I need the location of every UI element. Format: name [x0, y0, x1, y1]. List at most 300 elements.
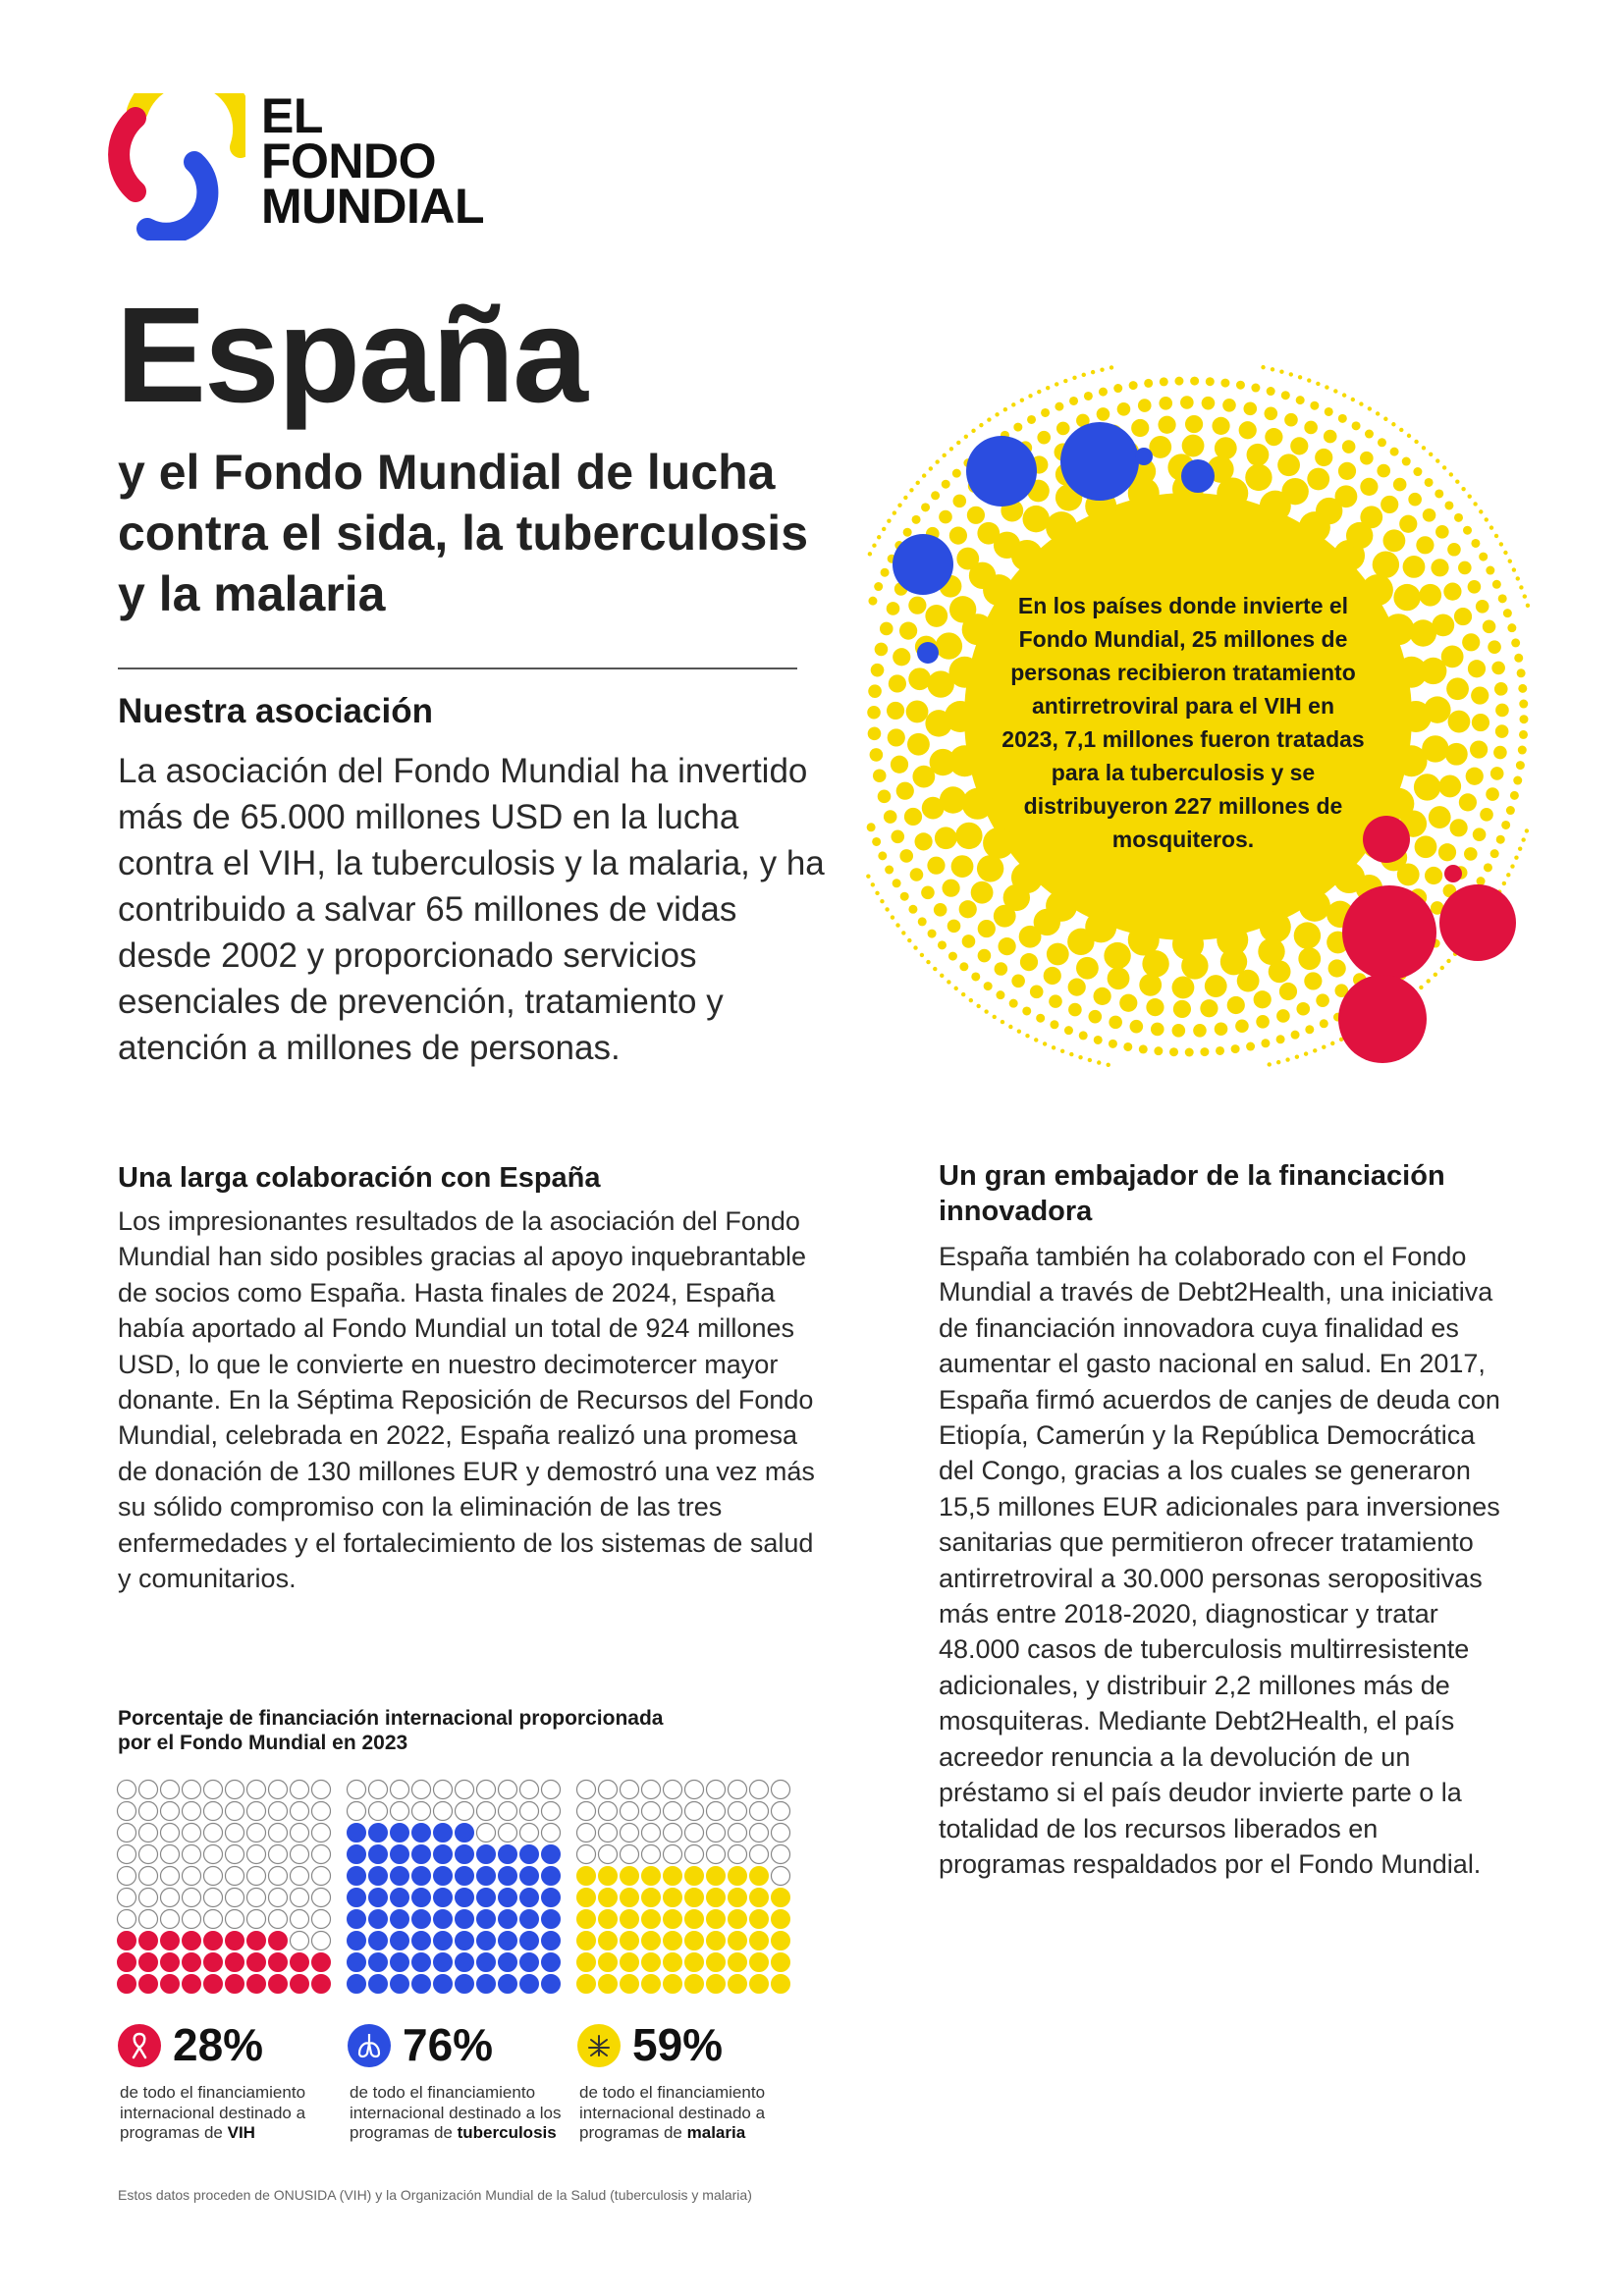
waffle-dot: [226, 1867, 244, 1886]
decor-dot: [922, 797, 945, 820]
waffle-dot: [577, 1845, 596, 1864]
decor-dot: [875, 891, 879, 895]
waffle-dot: [707, 1910, 726, 1929]
decor-dot: [893, 510, 896, 514]
decor-dot: [1479, 509, 1483, 513]
decor-dot: [1110, 365, 1113, 369]
decor-dot: [942, 880, 959, 897]
waffle-dot: [412, 1845, 431, 1864]
decor-dot: [872, 837, 881, 846]
decor-dot: [1373, 551, 1399, 577]
decor-dot: [1089, 1010, 1103, 1024]
waffle-dot: [291, 1932, 309, 1950]
waffle-dot: [685, 1889, 704, 1907]
decor-dot: [1174, 377, 1183, 386]
waffle-dot: [118, 1910, 136, 1929]
waffle-dot: [183, 1781, 201, 1799]
decor-dot: [1360, 452, 1374, 465]
tb-description: de todo el financiamiento internacional destinado a los programas de tuberculosis: [350, 2083, 562, 2142]
blue-dot: [917, 642, 939, 664]
decor-dot: [1376, 411, 1380, 415]
waffle-dot: [118, 1932, 136, 1950]
decor-dot: [1496, 835, 1505, 844]
decor-dot: [938, 940, 947, 949]
decor-dot: [1514, 654, 1523, 663]
decor-dot: [1108, 967, 1130, 989]
decor-dot: [1438, 775, 1461, 798]
callout-text: En los países donde invierte el Fondo Mundial, 25 millones de personas recibieron tratamiento antirretroviral para el VIH en 2023, 7,1 millones fueron tratadas para la tuberculosis y se distribuyeron 227 millones de mosquiteros.: [1001, 593, 1365, 852]
decor-dot: [1206, 377, 1215, 386]
decor-dot: [1299, 890, 1330, 922]
decor-dot: [1173, 1000, 1191, 1018]
waffle-dot: [161, 1867, 180, 1886]
decor-dot: [1432, 614, 1454, 636]
decor-dot: [908, 667, 931, 690]
decor-dot: [1052, 1045, 1056, 1049]
innovation-heading: Un gran embajador de la financiación innovadora: [939, 1160, 1445, 1227]
waffle-dot: [161, 1889, 180, 1907]
decor-dot: [887, 702, 904, 720]
waffle-dot: [599, 1932, 618, 1950]
decor-dot: [1419, 584, 1441, 607]
waffle-dot: [247, 1975, 266, 1994]
decor-dot: [1491, 662, 1505, 675]
waffle-dot: [707, 1824, 726, 1842]
malaria-description: de todo el financiamiento internacional destinado a programas de malaria: [579, 2083, 766, 2142]
waffle-dot: [772, 1802, 790, 1821]
decor-dot: [1028, 394, 1032, 398]
decor-dot: [1435, 525, 1449, 539]
waffle-dot: [664, 1867, 682, 1886]
decor-dot: [1501, 821, 1510, 829]
waffle-dot: [269, 1932, 288, 1950]
waffle-dot: [577, 1910, 596, 1929]
waffle-dot: [391, 1932, 409, 1950]
waffle-dot: [750, 1802, 769, 1821]
waffle-dot: [118, 1889, 136, 1907]
waffle-dot: [729, 1975, 747, 1994]
waffle-dot: [642, 1953, 661, 1972]
decor-dot: [887, 602, 900, 615]
waffle-dot: [183, 1889, 201, 1907]
waffle-dot: [542, 1824, 561, 1842]
decor-dot: [1333, 389, 1337, 393]
waffle-dot: [118, 1845, 136, 1864]
decor-dot: [1067, 929, 1094, 955]
waffle-dot: [139, 1867, 158, 1886]
waffle-dot: [456, 1953, 474, 1972]
decor-dot: [1099, 388, 1108, 397]
waffle-dot: [312, 1932, 331, 1950]
decor-dot: [929, 466, 933, 470]
waffle-dot: [226, 1975, 244, 1994]
waffle-dot: [499, 1910, 517, 1929]
mosquito-icon: [577, 2024, 621, 2067]
decor-dot: [1158, 416, 1175, 434]
decor-dot: [893, 879, 901, 887]
decor-dot: [887, 518, 891, 522]
decor-dot: [1069, 397, 1078, 405]
decor-dot: [921, 885, 935, 899]
waffle-dot: [247, 1824, 266, 1842]
decor-dot: [1443, 583, 1461, 601]
decor-dot: [1444, 501, 1453, 509]
decor-dot: [880, 622, 893, 636]
waffle-dot: [750, 1845, 769, 1864]
decor-dot: [1492, 580, 1501, 589]
waffle-dot: [161, 1953, 180, 1972]
decor-dot: [877, 535, 881, 539]
decor-dot: [971, 972, 980, 981]
decor-dot: [1362, 574, 1393, 606]
waffle-dot: [412, 1975, 431, 1994]
decor-dot: [1489, 525, 1493, 529]
decor-dot: [942, 480, 950, 489]
waffle-dot: [664, 1975, 682, 1994]
decor-dot: [934, 903, 947, 917]
waffle-dot: [499, 1824, 517, 1842]
waffle-dot: [269, 1824, 288, 1842]
decor-dot: [1383, 529, 1406, 552]
decor-dot: [1265, 428, 1282, 446]
decor-dot: [1172, 1024, 1186, 1038]
decor-dot: [1476, 600, 1489, 614]
waffle-dot: [204, 1953, 223, 1972]
decor-dot: [1462, 633, 1480, 651]
decor-dot: [1235, 1019, 1249, 1033]
decor-dot: [1483, 619, 1496, 633]
blue-dot: [1060, 422, 1139, 501]
decor-dot: [1468, 495, 1472, 499]
waffle-dot: [772, 1845, 790, 1864]
waffle-dot: [707, 1781, 726, 1799]
page-title: España: [116, 280, 586, 431]
decor-dot: [1511, 638, 1520, 647]
decor-dot: [947, 980, 950, 984]
decor-dot: [1246, 1042, 1255, 1051]
waffle-dot: [750, 1910, 769, 1929]
waffle-dot: [729, 1889, 747, 1907]
decor-dot: [1316, 382, 1320, 386]
waffle-dot: [226, 1781, 244, 1799]
waffle-dot: [542, 1889, 561, 1907]
decor-dot: [1414, 440, 1418, 444]
decor-dot: [1185, 415, 1203, 433]
decor-dot: [948, 952, 957, 961]
waffle-dot: [685, 1802, 704, 1821]
decor-dot: [1113, 384, 1122, 393]
decor-dot: [1352, 421, 1361, 430]
decor-dot: [1181, 952, 1208, 979]
waffle-dot: [477, 1867, 496, 1886]
lungs-icon: [348, 2024, 391, 2067]
decor-dot: [1513, 776, 1522, 785]
decor-dot: [1490, 849, 1499, 858]
collaboration-heading: Una larga colaboración con España: [118, 1162, 601, 1194]
waffle-dot: [642, 1932, 661, 1950]
decor-dot: [1138, 399, 1152, 412]
decor-dot: [1422, 735, 1448, 762]
decor-dot: [1448, 711, 1471, 733]
decor-dot: [1094, 1036, 1103, 1044]
waffle-dot: [312, 1824, 331, 1842]
decor-dot: [1193, 1024, 1207, 1038]
decor-dot: [899, 622, 917, 640]
decor-dot: [891, 915, 894, 919]
decor-dot: [1431, 559, 1448, 576]
decor-dot: [1017, 1030, 1021, 1034]
decor-dot: [1256, 1015, 1270, 1029]
decor-dot: [1328, 959, 1346, 977]
waffle-dot: [750, 1824, 769, 1842]
waffle-dot: [183, 1824, 201, 1842]
waffle-dot: [642, 1867, 661, 1886]
decor-dot: [914, 832, 932, 850]
decor-dot: [1205, 975, 1227, 997]
decor-dot: [1325, 385, 1328, 389]
decor-dot: [1472, 714, 1489, 731]
decor-dot: [1445, 743, 1468, 766]
waffle-dot: [577, 1781, 596, 1799]
waffle-dot: [412, 1802, 431, 1821]
decor-dot: [1011, 974, 1025, 988]
decor-dot: [967, 507, 985, 524]
waffle-dot: [621, 1932, 639, 1950]
decor-dot: [976, 1004, 980, 1008]
blue-dot: [1181, 459, 1215, 493]
decor-dot: [878, 790, 892, 804]
waffle-dot: [247, 1802, 266, 1821]
waffle-dot: [520, 1889, 539, 1907]
decor-dot: [987, 417, 991, 421]
decor-dot: [1425, 478, 1434, 487]
decor-dot: [1072, 376, 1076, 380]
waffle-dot: [161, 1932, 180, 1950]
hiv-ribbon-icon: [118, 2024, 161, 2067]
decor-dot: [1001, 1020, 1004, 1024]
waffle-dot: [664, 1953, 682, 1972]
malaria-percent: 59%: [632, 2019, 724, 2070]
waffle-dot: [729, 1781, 747, 1799]
decor-dot: [1307, 378, 1311, 382]
waffle-dot: [664, 1845, 682, 1864]
decor-dot: [925, 605, 947, 627]
waffle-dot: [456, 1845, 474, 1864]
decor-dot: [1269, 960, 1291, 983]
waffle-dot: [348, 1975, 366, 1994]
decor-dot: [880, 899, 884, 903]
decor-dot: [1034, 1038, 1038, 1041]
decor-dot: [1097, 407, 1110, 421]
decor-dot: [1471, 539, 1480, 548]
waffle-dot: [456, 1910, 474, 1929]
waffle-dot: [664, 1889, 682, 1907]
waffle-dot: [348, 1932, 366, 1950]
decor-dot: [1109, 1040, 1117, 1048]
waffle-dot: [599, 1953, 618, 1972]
decor-dot: [1470, 740, 1488, 758]
decor-dot: [1402, 457, 1411, 466]
waffle-dot: [391, 1867, 409, 1886]
decor-dot: [1519, 700, 1528, 709]
decor-dot: [1414, 774, 1440, 800]
decor-dot: [1305, 1025, 1314, 1034]
waffle-dot: [412, 1781, 431, 1799]
decor-dot: [1215, 437, 1237, 459]
waffle-dot: [269, 1867, 288, 1886]
decor-dot: [1041, 408, 1050, 417]
decor-dot: [1295, 1055, 1299, 1059]
waffle-dot: [139, 1910, 158, 1929]
decor-dot: [940, 974, 944, 978]
decor-dot: [1281, 478, 1308, 505]
waffle-dot: [204, 1824, 223, 1842]
waffle-dot: [312, 1910, 331, 1929]
decor-dot: [1507, 623, 1516, 632]
waffle-dot: [291, 1975, 309, 1994]
waffle-dot: [542, 1932, 561, 1950]
decor-dot: [1082, 373, 1086, 377]
decor-dot: [903, 496, 907, 500]
decor-dot: [897, 503, 901, 507]
waffle-dot: [577, 1932, 596, 1950]
decor-dot: [1484, 863, 1492, 872]
waffle-dot: [456, 1824, 474, 1842]
waffle-dot: [118, 1824, 136, 1842]
decor-dot: [875, 643, 889, 657]
decor-dot: [1182, 435, 1205, 457]
decor-dot: [1508, 560, 1512, 563]
decor-dot: [1447, 543, 1461, 557]
decor-dot: [881, 568, 890, 577]
waffle-dot: [312, 1867, 331, 1886]
decor-dot: [907, 938, 911, 942]
decor-dot: [1365, 430, 1374, 439]
decor-dot: [1506, 806, 1515, 815]
waffle-dot: [247, 1845, 266, 1864]
decor-dot: [956, 548, 979, 570]
decor-dot: [1227, 996, 1245, 1014]
decor-dot: [1506, 873, 1510, 877]
waffle-dot: [247, 1781, 266, 1799]
decor-dot: [1438, 843, 1456, 861]
innovation-text: España también ha colaborado con el Fondo Mundial a través de Debt2Health, una iniciativa de financiación innovadora cuya finalidad es aumentar el gasto nacional en salud. En 2017, España firmó acuerdos de canjes de deuda con Etiopía, Camerún y la República Democrática del Congo, gracias a los cuales se generaron 15,5 millones EUR adicionales para inversiones sanitarias que permitieron ofrecer tratamiento antirretroviral a 30.000 personas seropositivas más entre 2018-2020, diagnosticar y tratar 48.000 casos de tuberculosis multirresistente adicionales, y distribuir 2,2 millones más de mosquiteras. Mediante Debt2Health, el país acreedor renuncia a la devolución de un préstamo si el país deudor invierte parte o la totalidad de los recursos liberados en programas respaldados por el Fondo Mundial.: [939, 1242, 1500, 1879]
decor-dot: [1473, 502, 1477, 506]
waffle-dot: [204, 1889, 223, 1907]
waffle-dot: [118, 1975, 136, 1994]
waffle-dot: [247, 1889, 266, 1907]
decor-dot: [942, 454, 946, 457]
decor-dot: [1440, 966, 1444, 970]
decor-dot: [1480, 808, 1493, 822]
waffle-dot: [269, 1889, 288, 1907]
waffle-dot: [434, 1932, 453, 1950]
decor-dot: [1044, 967, 1061, 985]
waffle-dot: [226, 1845, 244, 1864]
decor-dot: [1019, 926, 1042, 948]
waffle-dot: [269, 1910, 288, 1929]
waffle-dot: [434, 1889, 453, 1907]
decor-dot: [931, 491, 940, 500]
decor-dot: [1330, 1041, 1334, 1045]
waffle-dot: [312, 1781, 331, 1799]
waffle-dot: [269, 1975, 288, 1994]
waffle-dot: [204, 1975, 223, 1994]
waffle-dot: [477, 1932, 496, 1950]
decor-dot: [1304, 972, 1322, 989]
waffle-dot: [477, 1845, 496, 1864]
decor-dot: [1036, 1014, 1045, 1023]
decor-dot: [926, 960, 930, 964]
decor-dot: [912, 766, 935, 788]
decor-dot: [1455, 480, 1459, 484]
waffle-dot: [599, 1802, 618, 1821]
waffle-dot: [369, 1845, 388, 1864]
waffle-dot: [226, 1953, 244, 1972]
decor-dot: [922, 473, 926, 477]
decor-dot: [952, 495, 966, 508]
decor-dot: [1477, 877, 1486, 885]
decor-dot: [1393, 584, 1420, 611]
decor-dot: [1503, 609, 1512, 617]
decor-dot: [1222, 399, 1236, 412]
waffle-dot: [642, 1910, 661, 1929]
decor-dot: [1324, 430, 1337, 444]
waffle-dot: [456, 1889, 474, 1907]
decor-dot: [949, 596, 976, 622]
decor-dot: [896, 782, 914, 800]
waffle-dot: [520, 1953, 539, 1972]
waffle-dot: [412, 1953, 431, 1972]
waffle-dot: [412, 1824, 431, 1842]
decor-dot: [1169, 1047, 1178, 1056]
association-heading: Nuestra asociación: [118, 692, 433, 730]
waffle-dot: [139, 1802, 158, 1821]
decor-dot: [1003, 407, 1007, 411]
waffle-dot: [542, 1867, 561, 1886]
decor-dot: [1512, 567, 1516, 571]
decor-dot: [1097, 1060, 1101, 1064]
waffle-dot: [642, 1824, 661, 1842]
waffle-dot: [412, 1932, 431, 1950]
decor-dot: [920, 953, 924, 957]
decor-dot: [1422, 446, 1426, 450]
waffle-dot: [369, 1867, 388, 1886]
decor-dot: [1459, 793, 1477, 811]
waffle-dot: [599, 1889, 618, 1907]
waffle-dot: [348, 1781, 366, 1799]
decor-dot: [1049, 994, 1062, 1008]
waffle-dot: [577, 1889, 596, 1907]
waffle-dot: [269, 1845, 288, 1864]
decor-dot: [1382, 614, 1414, 645]
waffle-dot: [161, 1781, 180, 1799]
decor-dot: [969, 998, 973, 1002]
decor-dot: [1468, 580, 1482, 594]
waffle-dot: [621, 1824, 639, 1842]
decor-dot: [949, 527, 967, 545]
decor-dot: [1279, 370, 1283, 374]
decor-dot: [1449, 472, 1453, 476]
decor-dot: [885, 907, 889, 911]
decor-dot: [956, 441, 960, 445]
decor-dot: [1454, 608, 1472, 625]
waffle-dot: [139, 1889, 158, 1907]
waffle-dot: [204, 1910, 223, 1929]
decor-dot: [907, 733, 930, 756]
decor-dot: [1185, 1047, 1194, 1056]
waffle-dot: [729, 1845, 747, 1864]
